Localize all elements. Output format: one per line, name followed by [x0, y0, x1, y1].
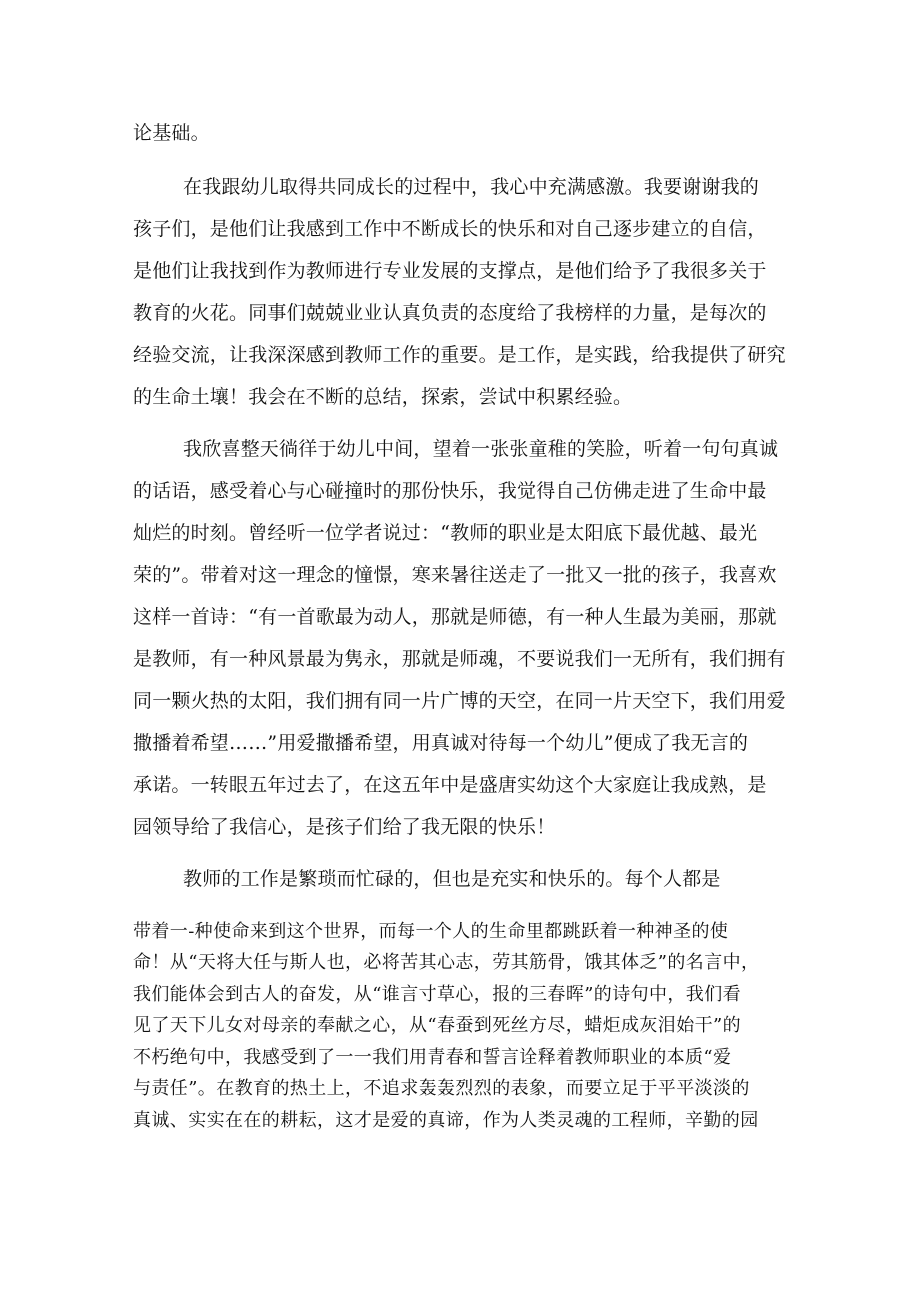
text-line: 论基础。: [133, 122, 210, 144]
text-line: 灿烂的时刻。曾经听一位学者说过：“教师的职业是太阳底下最优越、最光: [133, 522, 758, 544]
text-line: 教师的工作是繁琐而忙碌的，但也是充实和快乐的。每个人都是: [183, 868, 721, 890]
text-line: 与责任”。在教育的热土上，不追求轰轰烈烈的表象，而要立足于平平淡淡的: [133, 1078, 750, 1099]
text-line: 孩子们，是他们让我感到工作中不断成长的快乐和对自己逐步建立的自信，: [133, 218, 767, 240]
text-line: 这样一首诗：“有一首歌最为动人，那就是师德，有一种人生最为美丽，那就: [133, 606, 777, 628]
text-line: 撒播着希望……”用爱撒播希望，用真诚对待每一个幼儿”便成了我无言的: [133, 732, 749, 754]
text-line: 我们能体会到古人的奋发，从“谁言寸草心，报的三春晖”的诗句中，我们看: [133, 984, 742, 1005]
text-line: 真诚、实实在在的耕耘，这才是爱的真谛，作为人类灵魂的工程师，辛勤的园: [133, 1110, 759, 1131]
text-line: 见了天下儿女对母亲的奉献之心，从“春蚕到死丝方尽，蜡炬成灰泪始干”的: [133, 1015, 742, 1036]
text-line: 承诺。一转眼五年过去了，在这五年中是盛唐实幼这个大家庭让我成熟，是: [133, 774, 767, 796]
text-line: 我欣喜整天徜徉于幼儿中间，望着一张张童稚的笑脸，听着一句句真诚: [183, 438, 779, 460]
text-line: 的生命土壤！我会在不断的总结，探索，尝试中积累经验。: [133, 386, 633, 408]
text-line: 在我跟幼儿取得共同成长的过程中，我心中充满感激。我要谢谢我的: [183, 176, 760, 198]
text-line: 不朽绝句中，我感受到了一一我们用青春和誓言诠释着教师职业的本质“爱: [133, 1047, 732, 1068]
text-line: 是教师，有一种风景最为隽永，那就是师魂，不要说我们一无所有，我们拥有: [133, 648, 786, 670]
text-line: 的话语，感受着心与心碰撞时的那份快乐，我觉得自己仿佛走进了生命中最: [133, 480, 767, 502]
text-line: 同一颗火热的太阳，我们拥有同一片广博的天空，在同一片天空下，我们用爱: [133, 690, 786, 712]
text-line: 荣的”。带着对这一理念的憧憬，寒来暑往送走了一批又一批的孩子，我喜欢: [133, 564, 777, 586]
text-line: 经验交流，让我深深感到教师工作的重要。是工作，是实践，给我提供了研究: [133, 344, 786, 366]
text-line: 命！从“天将大任与斯人也，必将苦其心志，劳其筋骨，饿其体乏”的名言中，: [133, 952, 760, 973]
text-line: 教育的火花。同事们兢兢业业认真负责的态度给了我榜样的力量，是每次的: [133, 302, 767, 324]
text-line: 是他们让我找到作为教师进行专业发展的支撑点，是他们给予了我很多关于: [133, 260, 767, 282]
text-line: 园领导给了我信心，是孩子们给了我无限的快乐！: [133, 816, 556, 838]
text-line: 带着一-种使命来到这个世界，而每一个人的生命里都跳跃着一种神圣的使: [133, 921, 729, 942]
